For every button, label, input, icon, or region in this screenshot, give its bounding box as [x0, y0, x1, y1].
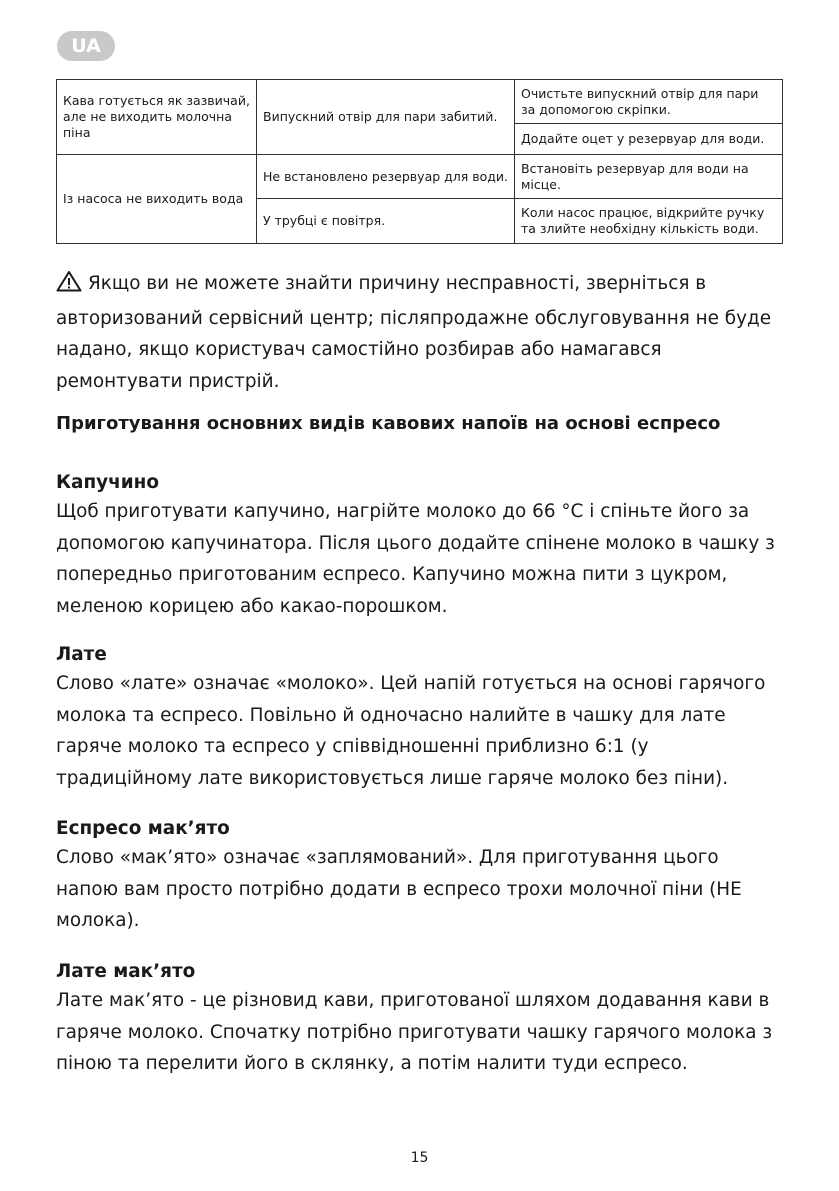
section-body: Щоб приготувати капучино, нагрійте молоко до 66 °C і спіньте його за допомогою капучинатора. Після цього додайте спінене молоко в чашку з попередньо приготованим еспресо. Капучино можна пити з цукром, меленою корицею або какао-порошком. [56, 501, 775, 617]
table-row [57, 80, 783, 124]
section-body: Слово «лате» означає «молоко». Цей напій готується на основі гарячого молока та еспресо. Повільно й одночасно налийте в чашку для лате гаряче молоко та еспресо у співвідношенні приблизно 6:1 (у традиційному лате використовується лише гаряче молоко без піни). [56, 673, 766, 789]
solution-cell: Очистьте випускний отвір для пари за допомогою скріпки. [515, 80, 783, 124]
troubleshooting-table [56, 79, 783, 244]
cause-cell: Не встановлено резервуар для води. [257, 155, 515, 199]
section-title: Капучино [56, 472, 159, 493]
page-number: 15 [410, 1150, 429, 1166]
warning-notice [56, 268, 782, 397]
section-body: Слово «мак’ято» означає «заплямований». Для приготування цього напою вам просто потрібно додати в еспресо трохи молочної піни (НЕ молока). [56, 847, 742, 931]
table-row [57, 155, 783, 199]
section-title: Лате мак’ято [56, 961, 196, 982]
warning-text: Якщо ви не можете знайти причину несправності, зверніться в авторизований сервісний центр; післяпродажне обслуговування не буде надано, якщо користувач самостійно розбирав або намагався ремонтувати пристрій. [56, 273, 772, 392]
problem-cell: Кава готується як зазвичай, але не виходить молочна піна [57, 80, 257, 155]
section-latte-macchiato [56, 958, 782, 1080]
warning-icon [56, 270, 82, 303]
solution-cell: Додайте оцет у резервуар для води. [515, 124, 783, 155]
section-cappuccino [56, 469, 782, 622]
language-badge: UA [57, 31, 115, 61]
cause-cell: Випускний отвір для пари забитий. [257, 80, 515, 155]
solution-cell: Коли насос працює, відкрийте ручку та злийте необхідну кількість води. [515, 199, 783, 244]
cause-cell: У трубці є повітря. [257, 199, 515, 244]
problem-cell: Із насоса не виходить вода [57, 155, 257, 244]
solution-cell: Встановіть резервуар для води на місце. [515, 155, 783, 199]
main-heading: Приготування основних видів кавових напоїв на основі еспресо [56, 413, 721, 434]
section-title: Лате [56, 644, 107, 665]
section-body: Лате мак’ято - це різновид кави, приготованої шляхом додавання кави в гаряче молоко. Спочатку потрібно приготувати чашку гарячого молока з піною та перелити його в склянку, а потім налити туди еспресо. [56, 990, 773, 1074]
section-latte [56, 641, 782, 794]
section-title: Еспресо мак’ято [56, 818, 230, 839]
section-espresso-macchiato [56, 815, 782, 937]
